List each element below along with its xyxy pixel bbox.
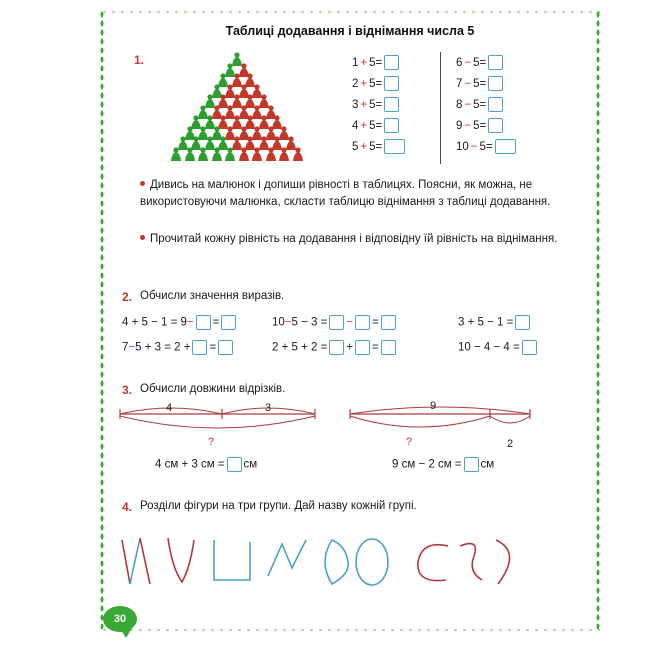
task-3-number: 3. xyxy=(122,383,133,397)
bullet-dot-icon xyxy=(140,181,145,186)
operand-a: 1 xyxy=(352,56,359,69)
operand-a: 10 xyxy=(456,140,469,153)
answer-box[interactable] xyxy=(515,315,530,330)
task-3-equation-left xyxy=(155,457,257,472)
operator: + xyxy=(360,98,368,111)
segment-left-part-a: 4 xyxy=(166,402,173,414)
task-4-figures xyxy=(110,528,590,598)
operand-b: 5 xyxy=(473,77,480,90)
task-2-expression-2 xyxy=(272,315,398,330)
task-4-heading: Розділи фігури на три групи. Дай назву кожній групі. xyxy=(140,500,417,512)
task-1-bullet-2-text: Прочитай кожну рівність на додавання і відповідну їй рівність на віднімання. xyxy=(150,233,558,245)
figure-green-icon xyxy=(224,147,236,165)
figure-red-icon xyxy=(292,147,304,165)
answer-box[interactable] xyxy=(355,315,370,330)
expr-op: − xyxy=(186,316,194,329)
task-3-equation-right xyxy=(392,457,494,472)
task-2-expression-5 xyxy=(272,340,398,355)
expr-text: = xyxy=(372,341,379,354)
task-2-expression-1 xyxy=(122,315,238,330)
operand-a: 9 xyxy=(456,119,463,132)
equals-sign: = xyxy=(375,140,383,153)
expr-text: 7 xyxy=(122,341,129,354)
equals-sign: = xyxy=(479,98,487,111)
expr-text: 3 + 5 − 1 = xyxy=(458,316,514,329)
equals-sign: = xyxy=(485,140,493,153)
answer-box[interactable] xyxy=(495,139,516,154)
operand-a: 6 xyxy=(456,56,463,69)
figure-green-icon xyxy=(211,147,223,165)
segment-left-part-b: 3 xyxy=(265,402,272,414)
answer-box[interactable] xyxy=(221,315,236,330)
expr-text: 5 − 3 = xyxy=(291,316,328,329)
page-number: 30 xyxy=(113,613,127,625)
decorative-dots-top xyxy=(100,10,600,14)
answer-box[interactable] xyxy=(384,118,399,133)
expr-op: − xyxy=(128,341,136,354)
operator: − xyxy=(464,56,472,69)
answer-box[interactable] xyxy=(355,340,370,355)
task-3-heading: Обчисли довжини відрізків. xyxy=(140,383,286,395)
expr-op: − xyxy=(346,316,354,329)
answer-box[interactable] xyxy=(384,55,399,70)
table-divider xyxy=(440,52,441,164)
expr-text: 10 − 4 − 4 = xyxy=(458,341,520,354)
expr-text: см xyxy=(480,458,495,471)
task-2-expression-6 xyxy=(458,340,539,355)
operator: − xyxy=(464,77,472,90)
answer-box[interactable] xyxy=(218,340,233,355)
operand-b: 5 xyxy=(369,98,376,111)
operator: − xyxy=(470,140,478,153)
expr-text: = xyxy=(372,316,379,329)
answer-box[interactable] xyxy=(384,97,399,112)
expr-text: + xyxy=(346,341,354,354)
page-title: Таблиці додавання і віднімання числа 5 xyxy=(225,24,475,38)
operand-b: 5 xyxy=(473,98,480,111)
operand-a: 7 xyxy=(456,77,463,90)
answer-box[interactable] xyxy=(384,139,405,154)
task-2-heading: Обчисли значення виразів. xyxy=(140,290,285,302)
subtraction-row xyxy=(456,115,518,136)
task-2-expression-4 xyxy=(122,340,235,355)
expr-text: = xyxy=(209,341,217,354)
segment-left-question: ? xyxy=(208,436,215,448)
page-number-badge xyxy=(103,606,145,636)
answer-box[interactable] xyxy=(329,340,344,355)
segment-right-total: 9 xyxy=(430,400,437,412)
decorative-dots-left xyxy=(100,10,104,632)
answer-box[interactable] xyxy=(522,340,537,355)
figure-green-icon xyxy=(197,147,209,165)
expr-text: 4 + 5 − 1 = 9 xyxy=(122,316,187,329)
subtraction-row xyxy=(456,52,518,73)
equals-sign: = xyxy=(479,56,487,69)
equals-sign: = xyxy=(375,77,383,90)
equals-sign: = xyxy=(375,119,383,132)
expr-text: 10 xyxy=(272,316,285,329)
subtraction-row xyxy=(456,73,518,94)
operand-b: 5 xyxy=(369,56,376,69)
decorative-dots-right xyxy=(596,10,600,632)
answer-box[interactable] xyxy=(488,97,503,112)
segment-diagrams xyxy=(110,396,590,446)
answer-box[interactable] xyxy=(227,457,242,472)
expr-text: 9 см − 2 см = xyxy=(392,458,462,471)
addition-row xyxy=(352,52,407,73)
operand-b: 5 xyxy=(369,140,376,153)
operand-b: 5 xyxy=(369,119,376,132)
expr-text: = xyxy=(212,316,220,329)
operator: + xyxy=(360,119,368,132)
addition-table xyxy=(352,52,407,157)
expr-text: 2 + 5 + 2 = xyxy=(272,341,328,354)
answer-box[interactable] xyxy=(488,55,503,70)
operator: − xyxy=(464,98,472,111)
answer-box[interactable] xyxy=(381,340,396,355)
subtraction-row xyxy=(456,94,518,115)
bullet-dot-icon xyxy=(140,235,145,240)
operator: + xyxy=(360,56,368,69)
answer-box[interactable] xyxy=(329,315,344,330)
answer-box[interactable] xyxy=(384,76,399,91)
addition-row xyxy=(352,73,407,94)
expr-text: 4 см + 3 см = xyxy=(155,458,225,471)
answer-box[interactable] xyxy=(196,315,211,330)
equals-sign: = xyxy=(375,98,383,111)
segment-right-part: 2 xyxy=(507,438,514,450)
operand-a: 3 xyxy=(352,98,359,111)
figure-red-icon xyxy=(265,147,277,165)
answer-box[interactable] xyxy=(464,457,479,472)
figure-green-icon xyxy=(170,147,182,165)
operand-a: 8 xyxy=(456,98,463,111)
task-1-number: 1. xyxy=(134,53,145,67)
decorative-dots-bottom xyxy=(100,628,600,632)
subtraction-table xyxy=(456,52,518,157)
operand-b: 5 xyxy=(369,77,376,90)
task-4-number: 4. xyxy=(122,500,133,514)
equals-sign: = xyxy=(375,56,383,69)
operator: + xyxy=(360,140,368,153)
answer-box[interactable] xyxy=(488,118,503,133)
operator: − xyxy=(464,119,472,132)
equals-sign: = xyxy=(479,119,487,132)
addition-row xyxy=(352,115,407,136)
operand-b: 5 xyxy=(479,140,486,153)
subtraction-row xyxy=(456,136,518,157)
task-1-bullet-1-text: Дивись на малюнок і допиши рівності в таблицях. Поясни, як можна, не використовуючи малюнка, скласти таблицю віднімання з таблиці додавання. xyxy=(140,179,551,208)
operand-b: 5 xyxy=(473,56,480,69)
expr-text: см xyxy=(243,458,258,471)
task-1-bullet-2 xyxy=(140,231,582,248)
task-1-bullet-1 xyxy=(140,177,582,211)
operand-a: 2 xyxy=(352,77,359,90)
operand-a: 4 xyxy=(352,119,359,132)
figure-red-icon xyxy=(278,147,290,165)
answer-box[interactable] xyxy=(381,315,396,330)
equals-sign: = xyxy=(479,77,487,90)
answer-box[interactable] xyxy=(488,76,503,91)
operand-a: 5 xyxy=(352,140,359,153)
operator: + xyxy=(360,77,368,90)
task-2-expression-3 xyxy=(458,315,532,330)
figure-red-icon xyxy=(251,147,263,165)
answer-box[interactable] xyxy=(192,340,207,355)
addition-row xyxy=(352,94,407,115)
expr-text: 5 + 3 = 2 + xyxy=(135,341,191,354)
figure-red-icon xyxy=(238,147,250,165)
figure-green-icon xyxy=(184,147,196,165)
task-2-number: 2. xyxy=(122,290,133,304)
addition-row xyxy=(352,136,407,157)
segment-right-question: ? xyxy=(406,436,413,448)
operand-b: 5 xyxy=(473,119,480,132)
expr-op: − xyxy=(284,316,292,329)
